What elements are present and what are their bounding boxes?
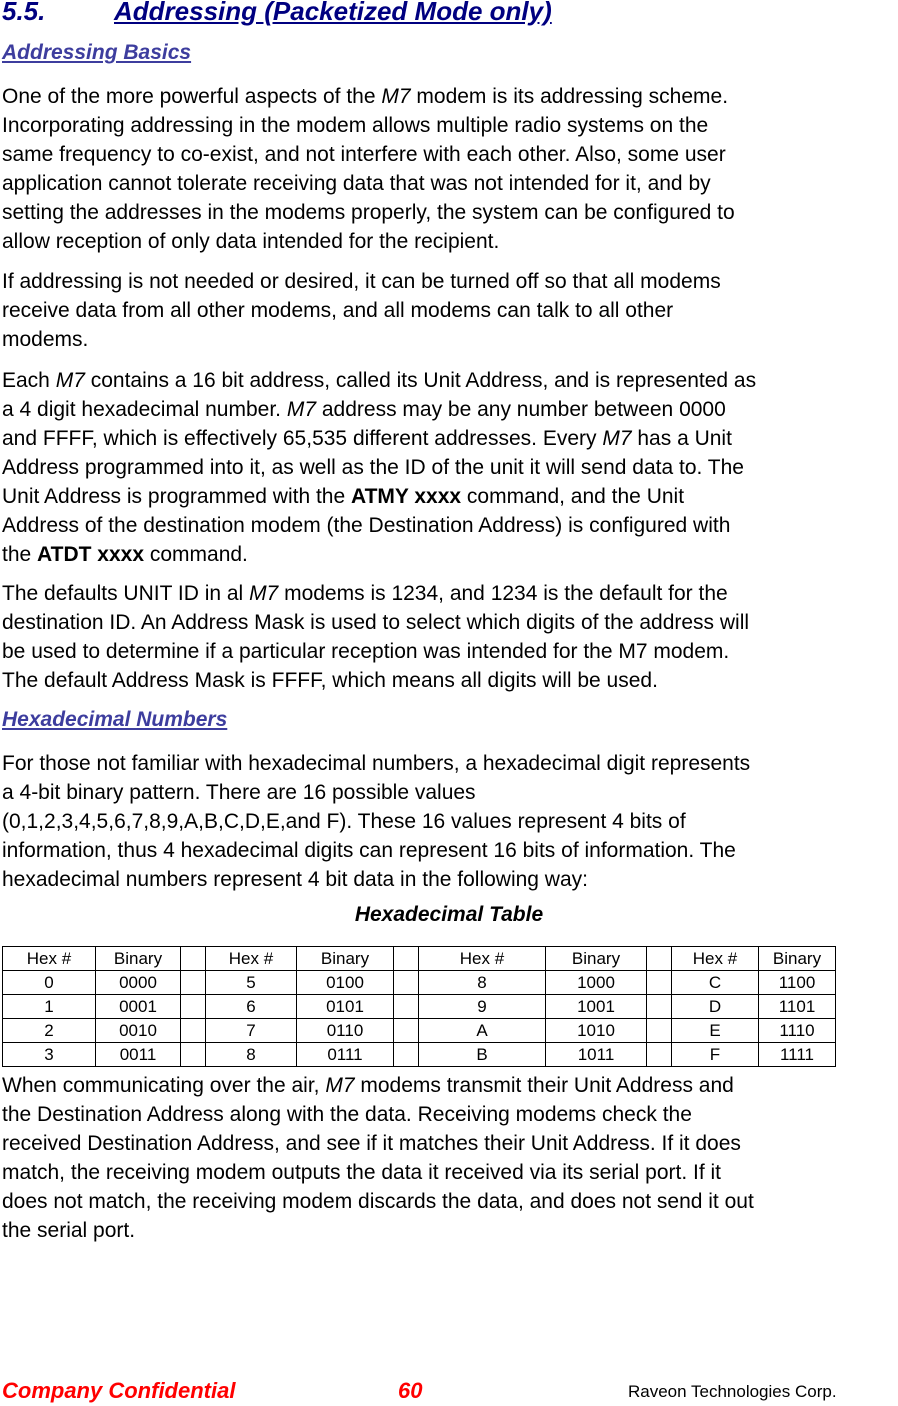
paragraph-over-the-air: When communicating over the air, M7 modems transmit their Unit Address and the Destination Address along with the data. Receiving modems check the received Destination Address, and see if it matches their Unit Address. If it does match, the receiving modem outputs the data it received via its serial port. If it does not match, the receiving modem discards the data, and does not send it out the serial port. <box>2 1074 754 1242</box>
gap-cell <box>394 971 419 995</box>
gap-cell <box>647 1019 672 1043</box>
paragraph-addressing-off: If addressing is not needed or desired, it can be turned off so that all modems receive data from all other modems, and all modems can talk to all other modems. <box>2 270 721 351</box>
table-cell: 8 <box>419 971 546 995</box>
header-cell: Hex # <box>419 947 546 971</box>
header-cell: Hex # <box>206 947 297 971</box>
table-title: Hexadecimal Table <box>354 903 544 926</box>
table-cell: A <box>419 1019 546 1043</box>
paragraph-defaults: The defaults UNIT ID in al M7 modems is 1234, and 1234 is the default for the destination ID. An Address Mask is used to select which digits of the address will be used to determine if a particular reception was intended for the M7 modem. The default Address Mask is FFFF, which means all digits will be used. <box>2 582 750 692</box>
paragraph-unit-address: Each M7 contains a 16 bit address, called its Unit Address, and is represented as a 4 digit hexadecimal number. M7 address may be any number between 0000 and FFFF, which is effectively 65,535 different addresses. Every M7 has a Unit Address programmed into it, as well as the ID of the unit it will send data to. The Unit Address is programmed with the ATMY xxxx command, and the Unit Address of the destination modem (the Destination Address) is configured with the ATDT xxxx command. <box>2 369 757 566</box>
gap-cell <box>394 1043 419 1067</box>
gap-cell <box>181 971 206 995</box>
subheading-hexadecimal-numbers: Hexadecimal Numbers <box>2 708 228 731</box>
gap-cell <box>647 995 672 1019</box>
header-cell: Binary <box>297 947 394 971</box>
header-cell: Hex # <box>3 947 96 971</box>
command-atmy: ATMY xxxx <box>350 485 462 508</box>
table-cell: 2 <box>3 1019 96 1043</box>
paragraph-addressing-intro: One of the more powerful aspects of the M7 modem is its addressing scheme. Incorporating addressing in the modem allows multiple radio systems on the same frequency to co-exist, and not interfere with each other. Also, some user application cannot tolerate receiving data that was not intended for it, and by setting the addresses in the modems properly, the system can be configured to allow reception of only data intended for the recipient. <box>2 85 735 253</box>
table-cell: 9 <box>419 995 546 1019</box>
table-cell: 5 <box>206 971 297 995</box>
table-cell: C <box>672 971 759 995</box>
header-cell: Binary <box>759 947 836 971</box>
table-cell: D <box>672 995 759 1019</box>
gap-cell <box>181 947 206 971</box>
table-cell: 1 <box>3 995 96 1019</box>
table-row <box>3 971 836 995</box>
table-cell: 0 <box>3 971 96 995</box>
table-row <box>3 1043 836 1067</box>
table-cell: 0100 <box>297 971 394 995</box>
table-row <box>3 1019 836 1043</box>
section-number: 5.5. <box>2 0 46 26</box>
hexadecimal-table <box>2 946 836 1067</box>
subheading-addressing-basics: Addressing Basics <box>2 41 192 64</box>
gap-cell <box>647 1043 672 1067</box>
paragraph-hex-intro: For those not familiar with hexadecimal numbers, a hexadecimal digit represents a 4-bit binary pattern. There are 16 possible values (0,1,2,3,4,5,6,7,8,9,A,B,C,D,E,and F). These 16 values represent 4 bits of information, thus 4 hexadecimal digits can represent 16 bits of information. The hexadecimal numbers represent 4 bit data in the following way: <box>2 752 751 891</box>
table-header-row <box>3 947 836 971</box>
gap-cell <box>394 1019 419 1043</box>
table-cell: 0011 <box>96 1043 181 1067</box>
table-cell: 7 <box>206 1019 297 1043</box>
header-cell: Hex # <box>672 947 759 971</box>
gap-cell <box>181 1019 206 1043</box>
section-title: Addressing (Packetized Mode only) <box>114 0 552 26</box>
table-cell: 1011 <box>546 1043 647 1067</box>
gap-cell <box>647 971 672 995</box>
table-cell: 0101 <box>297 995 394 1019</box>
gap-cell <box>181 995 206 1019</box>
gap-cell <box>647 947 672 971</box>
table-cell: 0000 <box>96 971 181 995</box>
table-cell: 8 <box>206 1043 297 1067</box>
gap-cell <box>394 995 419 1019</box>
table-cell: E <box>672 1019 759 1043</box>
table-cell: 0001 <box>96 995 181 1019</box>
table-cell: 1001 <box>546 995 647 1019</box>
table-cell: 1110 <box>759 1019 836 1043</box>
command-atdt: ATDT xxxx <box>37 543 145 566</box>
table-cell: 0111 <box>297 1043 394 1067</box>
header-cell: Binary <box>546 947 647 971</box>
footer-confidential: Company Confidential <box>2 1378 236 1403</box>
table-cell: 0110 <box>297 1019 394 1043</box>
table-cell: F <box>672 1043 759 1067</box>
footer-page-number: 60 <box>398 1378 423 1403</box>
table-cell: 1101 <box>759 995 836 1019</box>
table-cell: 0010 <box>96 1019 181 1043</box>
table-cell: B <box>419 1043 546 1067</box>
table-cell: 3 <box>3 1043 96 1067</box>
gap-cell <box>394 947 419 971</box>
table-cell: 6 <box>206 995 297 1019</box>
section-heading <box>2 0 552 27</box>
table-cell: 1100 <box>759 971 836 995</box>
table-cell: 1000 <box>546 971 647 995</box>
table-cell: 1111 <box>759 1043 836 1067</box>
table-cell: 1010 <box>546 1019 647 1043</box>
table-row <box>3 995 836 1019</box>
header-cell: Binary <box>96 947 181 971</box>
footer-company: Raveon Technologies Corp. <box>628 1382 837 1401</box>
gap-cell <box>181 1043 206 1067</box>
